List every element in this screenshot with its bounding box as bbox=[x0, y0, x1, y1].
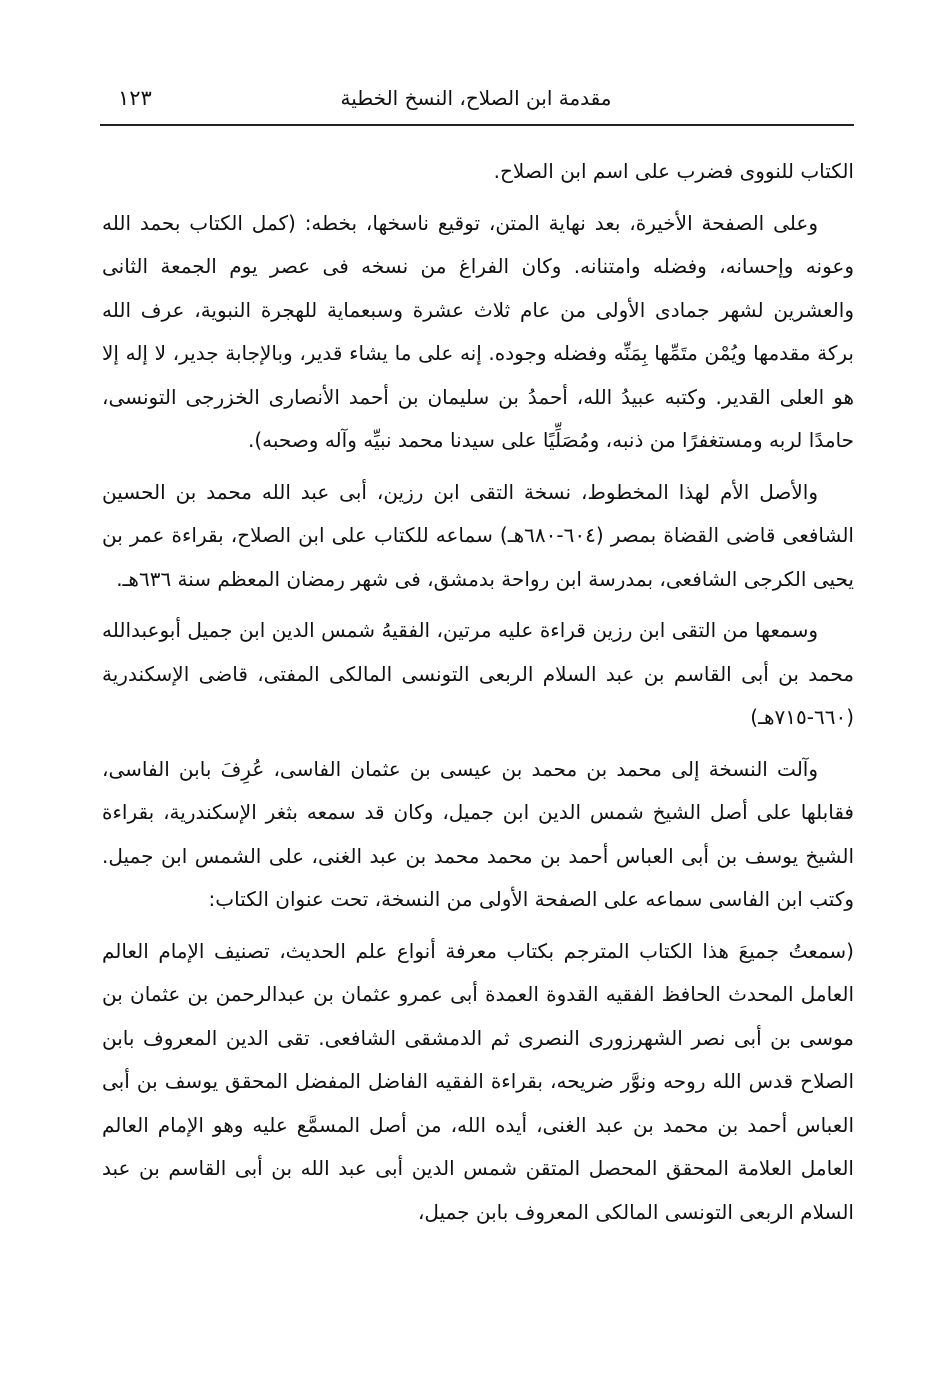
paragraph-original-source: والأصل الأم لهذا المخطوط، نسخة التقى ابن رزين، أبى عبد الله محمد بن الحسين الشافعى قاضى القضاة بمصر (٦٠٤-٦٨٠هـ) سماعه للكتاب على ابن الصلاح، بقراءة عمر بن يحيى الكرجى الشافعى، بمدرسة ابن رواحة بدمشق، فى شهر رمضان المعظم سنة ٦٣٦هـ. bbox=[102, 479, 854, 591]
running-title: مقدمة ابن الصلاح، النسخ الخطية bbox=[340, 86, 612, 110]
page-number: ١٢٣ bbox=[118, 86, 152, 110]
running-header bbox=[100, 84, 852, 118]
paragraph-sama-quote: (سمعتُ جميعَ هذا الكتاب المترجم بكتاب معرفة أنواع علم الحديث، تصنيف الإمام العالم العامل المحدث الحافظ الفقيه القدوة العمدة أبى عمرو عثمان بن عبدالرحمن بن عثمان بن موسى بن أبى نصر الشهرزورى النصرى ثم الدمشقى الشافعى. تقى الدين المعروف بابن الصلاح قدس الله روحه ونوَّر ضريحه، بقراءة الفقيه الفاضل المفضل المحقق يوسف بن أبى العباس أحمد بن محمد بن عبد الغنى، أيده الله، من أصل المسمَّع عليه وهو الإمام العالم العامل العلامة المحقق المحصل المتقن شمس الدين أبى عبد الله بن أبى القاسم بن عبد السلام الربعى التونسى المالكى المعروف بابن جميل، bbox=[102, 938, 854, 1224]
paragraph-continued: الكتاب للنووى فضرب على اسم ابن الصلاح. bbox=[493, 159, 854, 183]
header-divider bbox=[100, 124, 854, 126]
page-body bbox=[102, 150, 854, 1234]
paragraph-transmission: وآلت النسخة إلى محمد بن محمد بن عيسى بن عثمان الفاسى، عُرِفَ بابن الفاسى، فقابلها على أصل الشيخ شمس الدين ابن جميل، وكان قد سمعه بثغر الإسكندرية، بقراءة الشيخ يوسف بن أبى العباس أحمد بن محمد محمد بن عبد الغنى، على الشمس ابن جميل. وكتب ابن الفاسى سماعه على الصفحة الأولى من النسخة، تحت عنوان الكتاب: bbox=[102, 756, 854, 911]
paragraph-audition: وسمعها من التقى ابن رزين قراءة عليه مرتين، الفقيهُ شمس الدين ابن جميل أبوعبدالله محمد بن أبى القاسم بن عبد السلام الربعى التونسى المالكى المفتى، قاضى الإسكندرية (٦٦٠-٧١٥هـ) bbox=[102, 618, 854, 729]
paragraph-colophon: وعلى الصفحة الأخيرة، بعد نهاية المتن، توقيع ناسخها، بخطه: (كمل الكتاب بحمد الله وعونه وإحسانه، وفضله وامتنانه. وكان الفراغ من نسخه فى عصر يوم الجمعة الثانى والعشرين لشهر جمادى الأولى من عام ثلاث عشرة وسبعماية للهجرة النبوية، عرف الله بركة مقدمها ويُمْن متَمِّها بِمَنِّه وفضله وجوده. إنه على ما يشاء قدير، وبالإجابة جدير، لا إله إلا هو العلى القدير. وكتبه عبيدُ الله، أحمدُ بن سليمان بن أحمد الأنصارى الخزرجى التونسى، حامدًا لربه ومستغفرًا من ذنبه، ومُصَلِّيًا على سيدنا محمد نبيِّه وآله وصحبه). bbox=[102, 210, 854, 452]
